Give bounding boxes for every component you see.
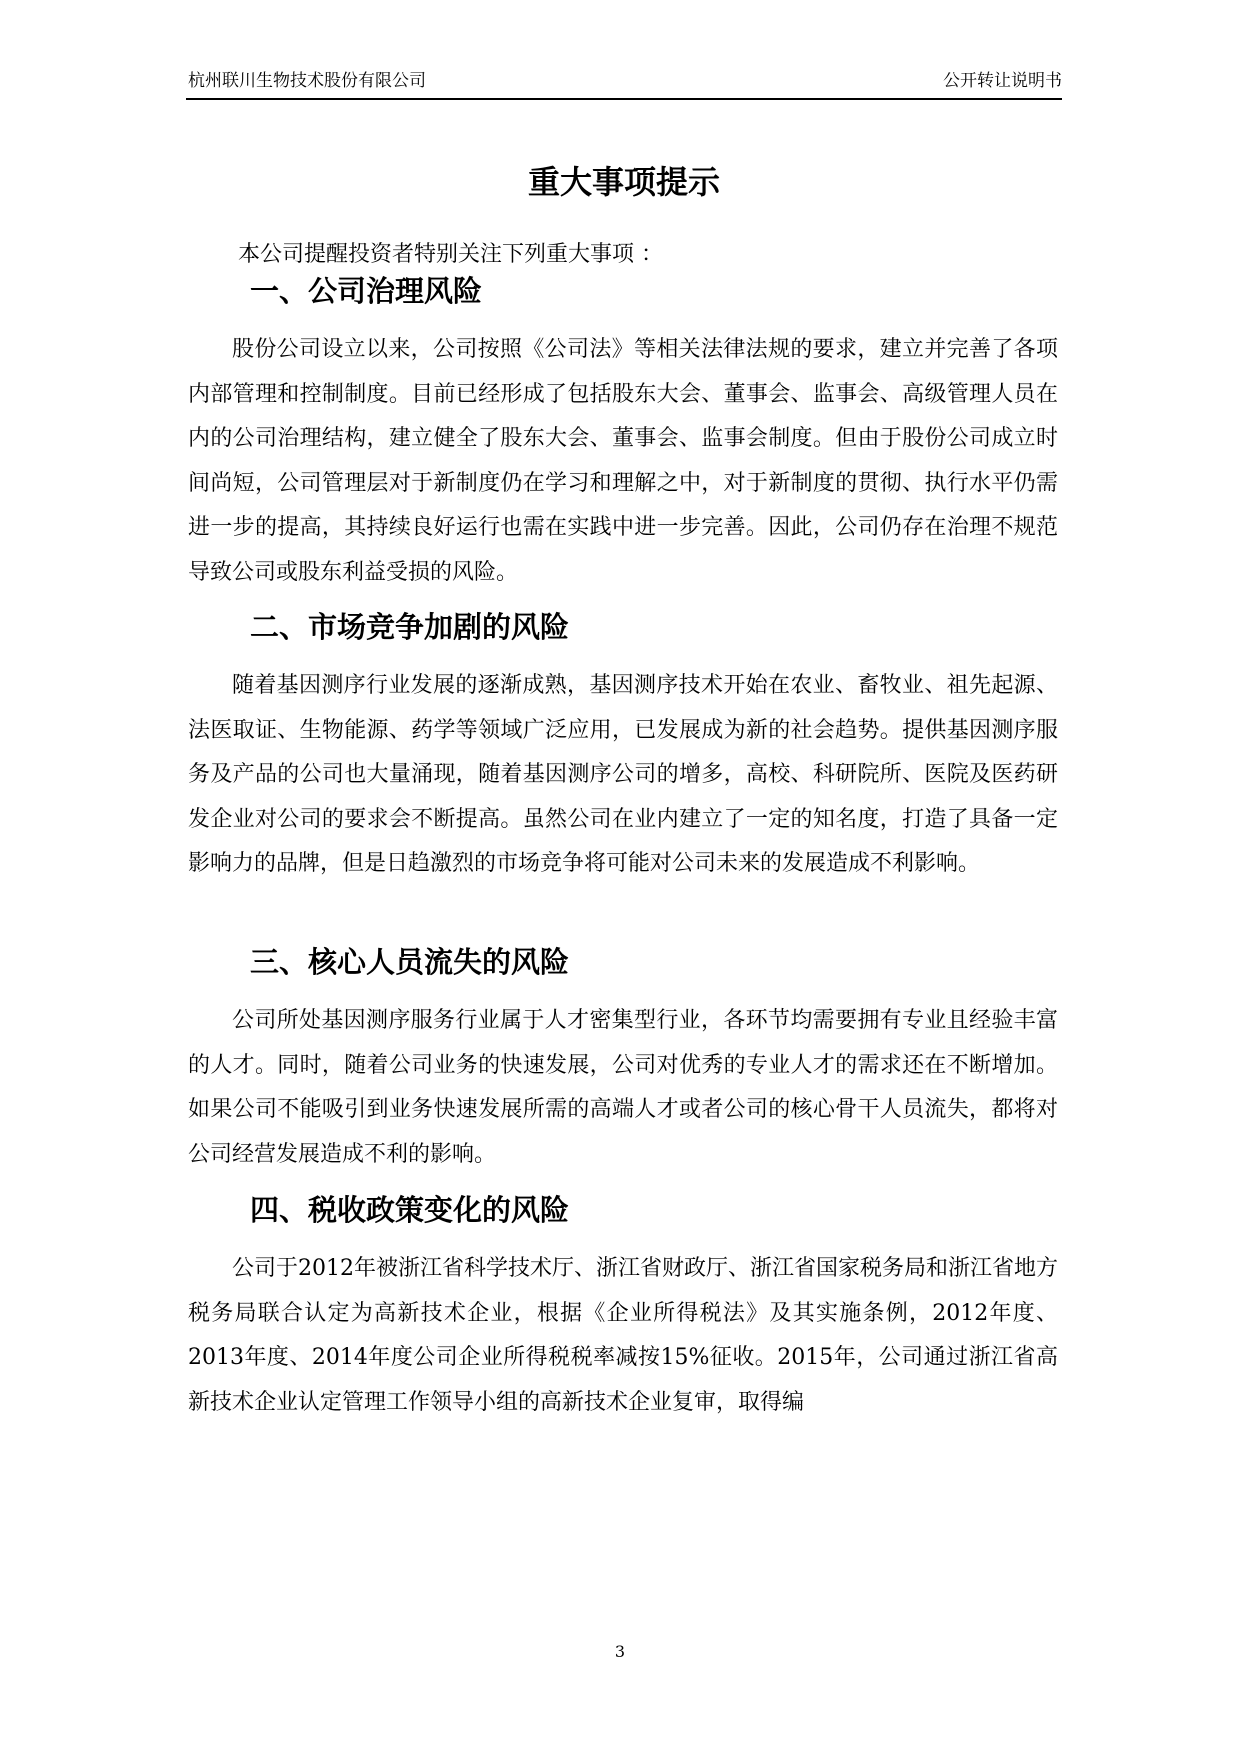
section-heading-governance-risk: 一、公司治理风险 [250,274,483,308]
page-title: 重大事项提示 [527,163,720,201]
section-body-governance-risk: 股份公司设立以来，公司按照《公司法》等相关法律法规的要求，建立并完善了各项内部管理和控制制度。目前已经形成了包括股东大会、董事会、监事会、高级管理人员在内的公司治理结构，建立健全了股东大会、董事会、监事会制度。但由于股份公司成立时间尚短，公司管理层对于新制度仍在学习和理解之中，对于新制度的贯彻、执行水平仍需进一步的提高，其持续良好运行也需在实践中进一步完善。因此，公司仍存在治理不规范导致公司或股东利益受损的风险。 [188,337,1058,585]
section-body-key-personnel-risk: 公司所处基因测序服务行业属于人才密集型行业，各环节均需要拥有专业且经验丰富的人才。同时，随着公司业务的快速发展，公司对优秀的专业人才的需求还在不断增加。如果公司不能吸引到业务快速发展所需的高端人才或者公司的核心骨干人员流失，都将对公司经营发展造成不利的影响。 [188,1008,1058,1167]
header-document-type: 公开转让说明书 [943,71,1062,91]
section-heading-market-competition-risk: 二、市场竞争加剧的风险 [250,610,570,644]
intro-text: 本公司提醒投资者特别关注下列重大事项 ： [238,242,663,267]
page-number: 3 [614,1642,626,1661]
section-body-tax-policy-risk: 公司于2012年被浙江省科学技术厅、浙江省财政厅、浙江省国家税务局和浙江省地方税务局联合认定为高新技术企业，根据《企业所得税法》及其实施条例，2012年度、2013年度、2014年度公司企业所得税税率减按15%征收。2015年，公司通过浙江省高新技术企业认定管理工作领导小组的高新技术企业复审，取得编 [188,1256,1058,1415]
page-header [186,70,1062,100]
section-heading-key-personnel-risk: 三、核心人员流失的风险 [250,945,570,979]
section-body-market-competition-risk: 随着基因测序行业发展的逐渐成熟，基因测序技术开始在农业、畜牧业、祖先起源、法医取证、生物能源、药学等领域广泛应用，已发展成为新的社会趋势。提供基因测序服务及产品的公司也大量涌现，随着基因测序公司的增多，高校、科研院所、医院及医药研发企业对公司的要求会不断提高。虽然公司在业内建立了一定的知名度，打造了具备一定影响力的品牌，但是日趋激烈的市场竞争将可能对公司未来的发展造成不利影响。 [188,673,1058,876]
header-company-name: 杭州联川生物技术股份有限公司 [188,71,426,91]
section-heading-tax-policy-risk: 四、税收政策变化的风险 [250,1193,570,1227]
